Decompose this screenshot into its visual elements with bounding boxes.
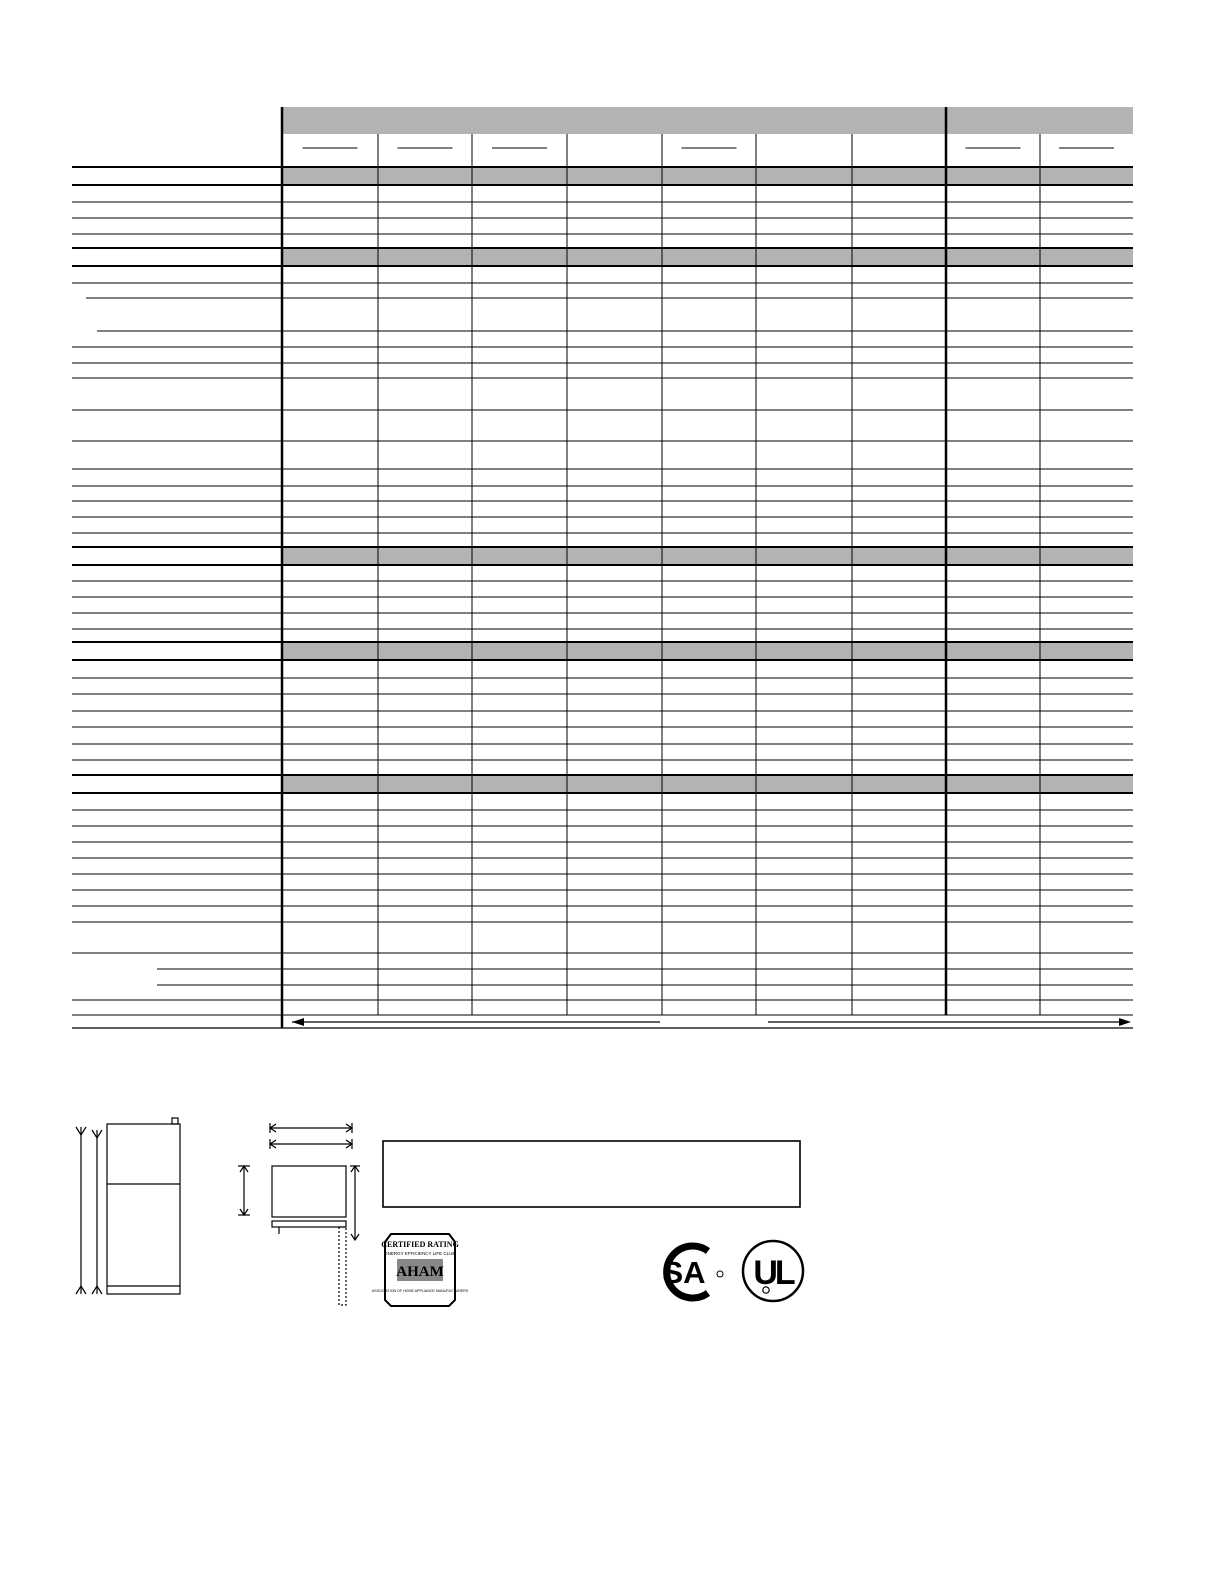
info-box [383, 1141, 800, 1207]
spec-table [72, 107, 1133, 1028]
span-arrow-right-head [1119, 1018, 1131, 1026]
section-band-2-a [282, 248, 946, 266]
section-band-3-a [282, 547, 946, 565]
refrigerator-depth-diagram [238, 1123, 360, 1305]
refrigerator-front-diagram [76, 1118, 180, 1294]
header-group-band-2 [946, 107, 1133, 134]
cabinet-top-view [272, 1166, 346, 1217]
section-band-1-a [282, 167, 946, 185]
aham-certified-rating-logo [372, 1234, 469, 1306]
hinge-cap [172, 1118, 178, 1124]
csa-certification-logo [662, 1246, 723, 1298]
door-swing-indicator [339, 1227, 346, 1305]
door-top-view [272, 1221, 346, 1227]
refrigerator-body [107, 1124, 180, 1294]
section-band-5-a [282, 775, 946, 793]
aham-title: CERTIFIED RATING [381, 1240, 459, 1249]
ul-mark: UL [753, 1254, 793, 1292]
aham-subtitle: ENERGY EFFICIENCY LIFE CLUB [384, 1251, 456, 1256]
ul-listed-logo [743, 1241, 803, 1301]
span-arrow-left-head [292, 1018, 304, 1026]
header-group-band-1 [282, 107, 946, 134]
aham-footer: ASSOCIATION OF HOME APPLIANCE MANUFACTURERS [371, 1289, 469, 1293]
section-band-4-a [282, 642, 946, 660]
csa-mark: SA [662, 1255, 706, 1290]
aham-mark: AHAM [396, 1264, 444, 1280]
